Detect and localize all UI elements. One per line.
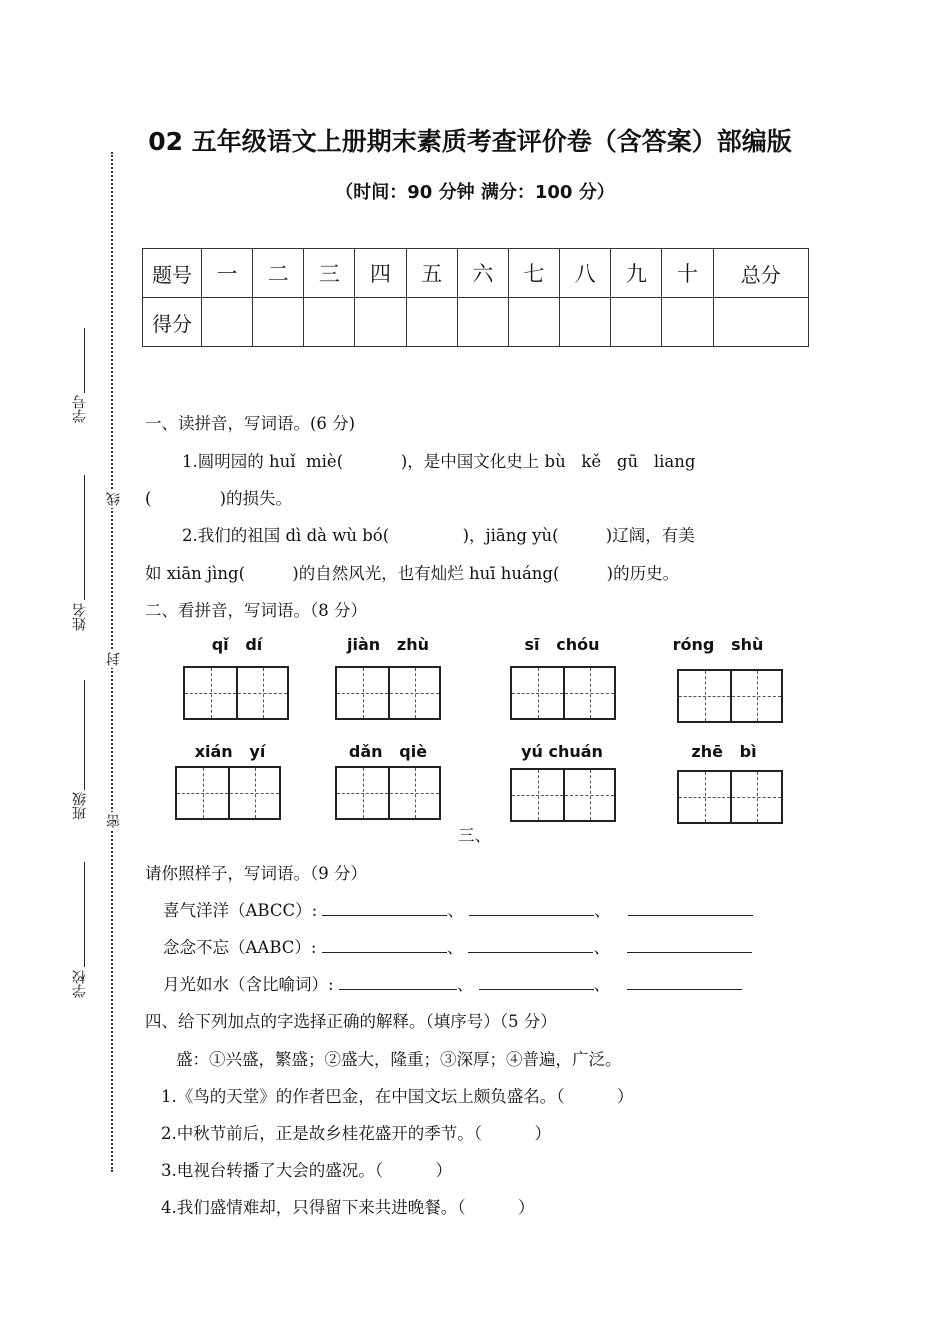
section-1-heading: 一、读拼音，写词语。(6 分) bbox=[145, 414, 356, 433]
section-3-heading: 请你照样子，写词语。（9 分） bbox=[145, 864, 367, 883]
score-cell[interactable] bbox=[457, 298, 508, 347]
score-cell[interactable] bbox=[662, 298, 713, 347]
answer-blank[interactable] bbox=[479, 988, 594, 990]
section-1-question-2: 2.我们的祖国 dì dà wù bó( )，jiāng yù( )辽阔，有美 bbox=[182, 526, 695, 545]
definition-list: 盛：①兴盛，繁盛；②盛大，隆重；③深厚；④普遍，广泛。 bbox=[176, 1050, 622, 1069]
column-header: 五 bbox=[406, 249, 457, 298]
column-header: 一 bbox=[202, 249, 253, 298]
answer-blank[interactable] bbox=[322, 951, 447, 953]
section-1-question-2-cont: 如 xiān jìng( )的自然风光，也有灿烂 huī huáng( )的历史。 bbox=[145, 564, 680, 583]
pinyin-label: dǎn qiè bbox=[348, 742, 428, 761]
school-label: 学校 bbox=[72, 970, 88, 998]
student-id-blank[interactable] bbox=[84, 328, 85, 393]
section-3-row-1 bbox=[163, 897, 753, 921]
section-3-row-2 bbox=[163, 934, 752, 958]
writing-grid[interactable] bbox=[335, 766, 441, 820]
separator: 、 bbox=[593, 975, 611, 994]
score-cell[interactable] bbox=[560, 298, 611, 347]
page-title: 02 五年级语文上册期末素质考查评价卷（含答案）部编版 bbox=[148, 127, 792, 156]
column-header: 七 bbox=[508, 249, 559, 298]
answer-blank[interactable] bbox=[469, 914, 594, 916]
score-cell[interactable] bbox=[304, 298, 355, 347]
answer-blank[interactable] bbox=[627, 951, 752, 953]
writing-grid[interactable] bbox=[335, 666, 441, 720]
score-table-header-row bbox=[143, 249, 809, 298]
separator: 、 bbox=[446, 938, 464, 957]
section-2-heading: 二、看拼音，写词语。（8 分） bbox=[145, 601, 367, 620]
separator: 、 bbox=[593, 938, 610, 957]
section-3-number: 三、 bbox=[458, 826, 491, 845]
score-cell[interactable] bbox=[406, 298, 457, 347]
column-header: 八 bbox=[560, 249, 611, 298]
example-label: 念念不忘（AABC）: bbox=[163, 938, 317, 957]
example-label: 喜气洋洋（ABCC）: bbox=[163, 901, 318, 920]
score-label: 得分 bbox=[143, 298, 202, 347]
column-header: 十 bbox=[662, 249, 713, 298]
section-4-question-1: 1.《鸟的天堂》的作者巴金，在中国文坛上颇负盛名。（ ） bbox=[161, 1087, 634, 1106]
writing-grid[interactable] bbox=[510, 666, 616, 720]
score-cell[interactable] bbox=[202, 298, 253, 347]
score-cell[interactable] bbox=[508, 298, 559, 347]
column-header-total: 总分 bbox=[713, 249, 808, 298]
pinyin-label: zhē bì bbox=[691, 742, 757, 761]
score-cell[interactable] bbox=[611, 298, 662, 347]
column-header: 四 bbox=[355, 249, 406, 298]
writing-grid[interactable] bbox=[175, 766, 281, 820]
school-blank[interactable] bbox=[84, 862, 85, 967]
column-header: 三 bbox=[304, 249, 355, 298]
separator: 、 bbox=[456, 975, 474, 994]
pinyin-label: jiàn zhù bbox=[347, 635, 429, 654]
writing-grid[interactable] bbox=[677, 669, 783, 723]
class-label: 班级 bbox=[72, 792, 88, 820]
score-table bbox=[142, 248, 809, 347]
seal-char-mi: 密 bbox=[106, 814, 122, 828]
exam-info: （时间：90 分钟 满分：100 分） bbox=[335, 182, 615, 203]
pinyin-label: xián yí bbox=[194, 742, 266, 761]
section-1-question-1-cont: ( )的损失。 bbox=[145, 489, 293, 508]
separator: 、 bbox=[594, 901, 611, 920]
score-table-score-row bbox=[143, 298, 809, 347]
student-id-label: 学号 bbox=[72, 395, 88, 423]
pinyin-label: qǐ dí bbox=[211, 635, 263, 654]
question-number-label: 题号 bbox=[143, 249, 202, 298]
section-4-question-3: 3.电视台转播了大会的盛况。（ ） bbox=[161, 1161, 452, 1180]
answer-blank[interactable] bbox=[339, 988, 457, 990]
section-4-heading: 四、给下列加点的字选择正确的解释。（填序号）（5 分） bbox=[145, 1012, 557, 1031]
separator: 、 bbox=[447, 901, 464, 920]
seal-char-xian: 线 bbox=[106, 492, 122, 506]
answer-blank[interactable] bbox=[627, 988, 742, 990]
class-blank[interactable] bbox=[84, 680, 85, 790]
name-label: 姓名 bbox=[72, 603, 88, 631]
writing-grid[interactable] bbox=[183, 666, 289, 720]
name-blank[interactable] bbox=[84, 475, 85, 600]
section-4-question-2: 2.中秋节前后，正是故乡桂花盛开的季节。（ ） bbox=[161, 1124, 551, 1143]
pinyin-label: róng shù bbox=[672, 635, 764, 654]
writing-grid[interactable] bbox=[510, 768, 616, 822]
writing-grid[interactable] bbox=[677, 770, 783, 824]
example-label: 月光如水（含比喻词）: bbox=[163, 975, 334, 994]
pinyin-label: sī chóu bbox=[524, 635, 600, 654]
section-1-question-1: 1.圆明园的 huǐ miè( )，是中国文化史上 bù kě gū liang bbox=[182, 452, 696, 471]
column-header: 二 bbox=[253, 249, 304, 298]
answer-blank[interactable] bbox=[628, 914, 753, 916]
pinyin-label: yú chuán bbox=[521, 742, 603, 761]
section-4-question-4: 4.我们盛情难却，只得留下来共进晚餐。（ ） bbox=[161, 1198, 535, 1217]
score-cell[interactable] bbox=[355, 298, 406, 347]
score-cell-total[interactable] bbox=[713, 298, 808, 347]
answer-blank[interactable] bbox=[468, 951, 593, 953]
section-3-row-3 bbox=[163, 971, 742, 995]
score-cell[interactable] bbox=[253, 298, 304, 347]
column-header: 六 bbox=[457, 249, 508, 298]
column-header: 九 bbox=[611, 249, 662, 298]
seal-char-feng: 封 bbox=[106, 652, 122, 666]
answer-blank[interactable] bbox=[322, 914, 447, 916]
